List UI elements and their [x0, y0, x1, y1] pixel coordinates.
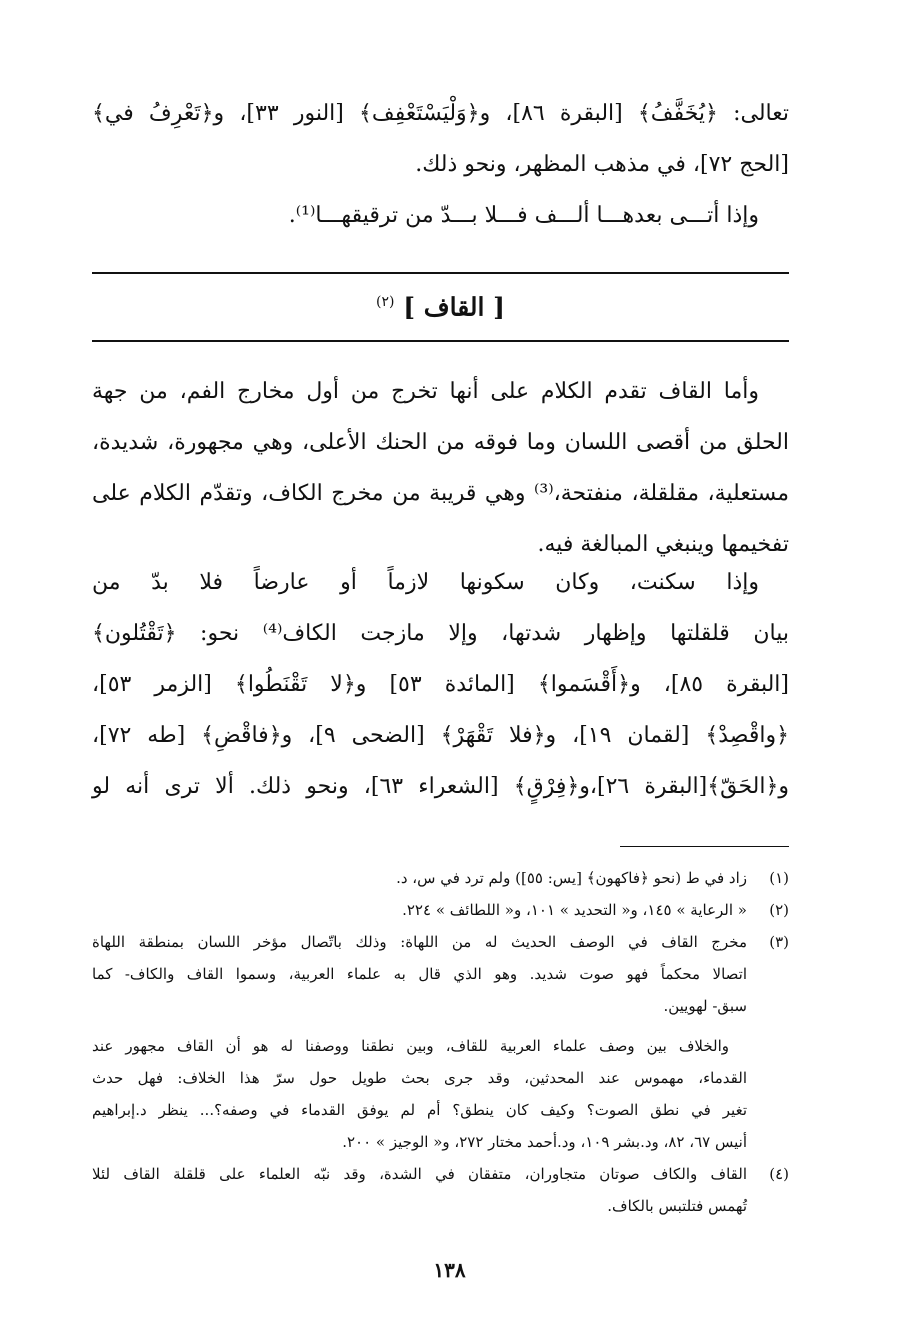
text-line: [البقرة ٨٥]، و﴿أَقْسَموا﴾ [المائدة ٥٣] و﴿لا تَقْنَطُوا﴾ [الزمر ٥٣]،	[92, 672, 789, 697]
footnote-separator	[620, 846, 789, 847]
footnote-line: تُهمس فتلتبس بالكاف.	[607, 1197, 747, 1215]
section-title: [ القاف ]	[403, 292, 505, 322]
page-number: ١٣٨	[433, 1258, 466, 1282]
footnote-number: (٣)	[769, 933, 789, 951]
heading-top-rule	[92, 272, 789, 274]
footnote-number: (٢)	[769, 901, 789, 919]
paragraph-2	[92, 557, 789, 812]
footnote-ref: (٢)	[376, 294, 395, 310]
footnote-number: (٤)	[769, 1165, 789, 1183]
text-line: ﴿واقْصِدْ﴾ [لقمان ١٩]، و﴿فلا تَقْهَرْ﴾ [الضحى ٩]، و﴿فاقْضِ﴾ [طه ٧٢]،	[92, 723, 789, 748]
footnote-line: سبق- لهويين.	[663, 997, 747, 1015]
footnote-line: أنيس ٦٧، ٨٢، ود.بشر ١٠٩، ود.أحمد مختار ٢٧٢، و« الوجيز » ٢٠٠.	[342, 1133, 747, 1151]
footnote-line: « الرعاية » ١٤٥، و« التحديد » ١٠١، و« اللطائف » ٢٢٤.	[402, 901, 747, 919]
footnote-2	[92, 894, 789, 926]
text-line: وإذا سكنت، وكان سكونها لازماً أو عارضاً فلا بدّ من	[92, 570, 759, 595]
text-line: بيان قلقلتها وإظهار شدتها، وإلا مازجت الكاف⁽⁴⁾ نحو: ﴿تَقْتُلون﴾	[92, 621, 789, 646]
footnote-line: القاف والكاف صوتان متجاوران، متفقان في الشدة، وقد نبّه العلماء على قلقلة القاف لئلا	[92, 1165, 748, 1183]
text-line: [الحج ٧٢]، في مذهب المظهر، ونحو ذلك.	[415, 152, 789, 177]
footnote-4	[92, 1158, 789, 1222]
text-line: تفخيمها وينبغي المبالغة فيه.	[537, 532, 789, 557]
text-line: تعالى: ﴿يُخَفَّفُ﴾ [البقرة ٨٦]، و﴿وَلْيَسْتَعْفِف﴾ [النور ٣٣]، و﴿تَعْرِفُ في﴾	[92, 101, 789, 126]
footnote-3	[92, 926, 789, 1158]
intro-text	[92, 88, 789, 241]
footnote-1	[92, 862, 789, 894]
footnote-line: اتصالا محكماً فهو صوت شديد. وهو الذي قال به علماء العربية، وسموا القاف والكاف- كما	[92, 965, 747, 983]
paragraph-1	[92, 366, 789, 570]
text-line: مستعلية، مقلقلة، منفتحة،⁽³⁾ وهي قريبة من مخرج الكاف، وتقدّم الكلام على	[92, 481, 789, 506]
footnote-line: مخرج القاف في الوصف الحديث له من اللهاة: وذلك باتّصال مؤخر اللسان بمنطقة اللهاة	[92, 933, 747, 951]
footnote-line: والخلاف بين وصف علماء العربية للقاف، وبين نطقنا ووصفنا له هو أن القاف مجهور عند	[92, 1037, 729, 1055]
heading-bottom-rule	[92, 340, 789, 342]
footnote-line: تغير في نطق الصوت؟ وكيف كان ينطق؟ أم لم يوفق القدماء في وصفه؟... ينظر د.إبراهيم	[92, 1101, 747, 1119]
footnote-line: زاد في ط (نحو ﴿فاكهون﴾ [يس: ٥٥]) ولم ترد في س، د.	[396, 869, 747, 887]
section-heading	[92, 280, 789, 324]
text-line: وأما القاف تقدم الكلام على أنها تخرج من أول مخارج الفم، من جهة	[92, 379, 759, 404]
footnote-line: القدماء، مهموس عند المحدثين، وقد جرى بحث طويل حول سرّ هذا الخلاف: فهل حدث	[92, 1069, 747, 1087]
text-line: الحلق من أقصى اللسان وما فوقه من الحنك الأعلى، وهي مجهورة، شديدة،	[92, 430, 789, 455]
footnote-number: (١)	[769, 869, 789, 887]
text-line: وإذا أتـــى بعدهـــا ألـــف فـــلا بـــدّ من ترقيقهـــا⁽¹⁾.	[288, 203, 759, 228]
text-line: و﴿الحَقّ﴾[البقرة ٢٦]،و﴿فِرْقٍ﴾ [الشعراء ٦٣]، ونحو ذلك. ألا ترى أنه لو	[92, 774, 790, 799]
